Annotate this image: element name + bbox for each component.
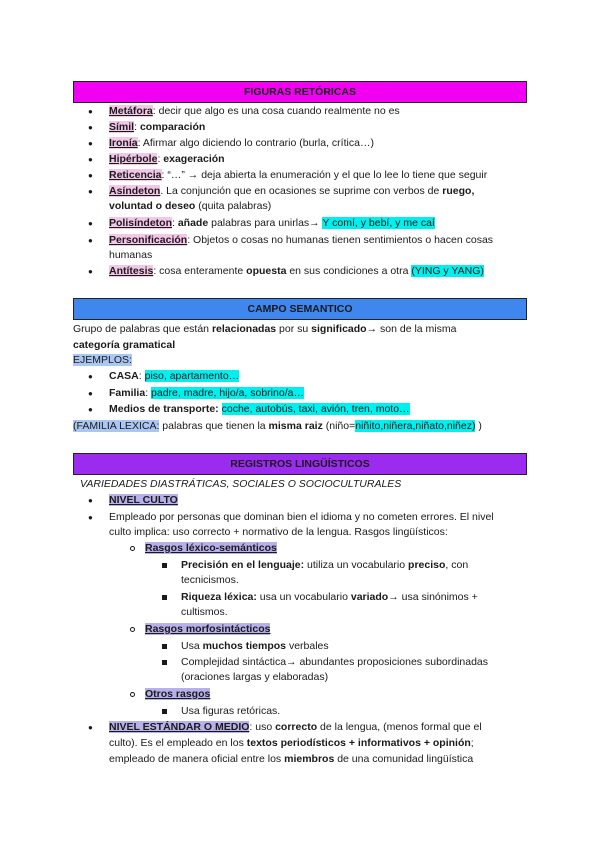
sub-item: Precisión en el lenguaje: utiliza un vocabulario preciso, con <box>181 559 469 571</box>
paragraph-continuation: culto implica: uso correcto + normativo de la lengua. Rasgos lingüísticos: <box>109 526 448 538</box>
bullet: ● <box>88 372 93 381</box>
bullet: ● <box>88 171 93 180</box>
list-item: Metáfora: decir que algo es una cosa cuando realmente no es <box>109 105 400 117</box>
square-bullet <box>162 660 167 665</box>
sub-item: Usa muchos tiempos verbales <box>181 640 329 652</box>
sub-item: Usa figuras retóricas. <box>181 705 281 717</box>
list-item: Ironía: Afirmar algo diciendo lo contrario (burla, crítica…) <box>109 137 374 149</box>
bullet: ● <box>88 513 93 522</box>
bullet: ● <box>88 236 93 245</box>
sub-item-continuation: (oraciones largas y elaboradas) <box>181 671 329 683</box>
bullet: ● <box>88 723 93 732</box>
paragraph: Grupo de palabras que están relacionadas por su significado→ son de la misma <box>73 323 457 335</box>
nivel-culto-heading: NIVEL CULTO <box>109 494 178 506</box>
paragraph-continuation: empleado de manera oficial entre los miembros de una comunidad lingüística <box>109 753 474 765</box>
bullet: ● <box>88 219 93 228</box>
paragraph: Empleado por personas que dominan bien el idioma y no cometen errores. El nivel <box>109 511 494 523</box>
familia-lexica-note: (FAMILIA LEXICA: palabras que tienen la misma raiz (niño=niñito,niñera,niñato,niñez) ) <box>73 420 482 432</box>
bullet: ● <box>88 187 93 196</box>
circle-bullet <box>130 627 135 632</box>
circle-bullet <box>130 692 135 697</box>
bullet: ● <box>88 267 93 276</box>
bullet: ● <box>88 389 93 398</box>
bullet: ● <box>88 405 93 414</box>
section-header-campo: CAMPO SEMANTICO <box>73 298 527 320</box>
sub-item-continuation: cultismos. <box>181 606 228 618</box>
rasgo-heading: Rasgos morfosintácticos <box>145 623 271 635</box>
bullet: ● <box>88 496 93 505</box>
list-item-continuation: humanas <box>109 249 153 261</box>
section-header-figuras: FIGURAS RETÓRICAS <box>73 81 527 103</box>
nivel-estandar-item: NIVEL ESTÁNDAR O MEDIO: uso correcto de la lengua, (menos formal que el <box>109 721 482 733</box>
list-item: Personificación: Objetos o cosas no humanas tienen sentimientos o hacen cosas <box>109 234 494 246</box>
square-bullet <box>162 563 167 568</box>
square-bullet <box>162 709 167 714</box>
square-bullet <box>162 644 167 649</box>
sub-item: Riqueza léxica: usa un vocabulario variado→ usa sinónimos + <box>181 591 478 603</box>
list-item: Hipérbole: exageración <box>109 153 225 165</box>
bullet: ● <box>88 155 93 164</box>
list-item: Antítesis: cosa enteramente opuesta en sus condiciones a otra (YING y YANG) <box>109 265 484 277</box>
ejemplos-label: EJEMPLOS: <box>73 354 132 366</box>
example-item: Medios de transporte: coche, autobús, taxi, avión, tren, moto… <box>109 403 410 415</box>
sub-item-continuation: tecnicismos. <box>181 574 239 586</box>
list-item-continuation: voluntad o deseo (quita palabras) <box>109 200 272 212</box>
bullet: ● <box>88 139 93 148</box>
list-item: Reticencia: “…” → deja abierta la enumeración y el que lo lee lo tiene que seguir <box>109 169 488 181</box>
list-item: Polisíndeton: añade palabras para unirlas→ Y comí, y bebí, y me caí <box>109 217 435 229</box>
circle-bullet <box>130 546 135 551</box>
square-bullet <box>162 595 167 600</box>
paragraph-continuation: culto). Es el empleado en los textos periodísticos + informativos + opinión; <box>109 737 474 749</box>
example-item: CASA: piso, apartamento… <box>109 370 240 382</box>
list-item: Símil: comparación <box>109 121 206 133</box>
section-header-registros: REGISTROS LINGÜÍSTICOS <box>73 453 527 475</box>
sub-item: Complejidad sintáctica→ abundantes proposiciones subordinadas <box>181 656 489 668</box>
rasgo-heading: Otros rasgos <box>145 688 211 700</box>
bullet: ● <box>88 123 93 132</box>
rasgo-heading: Rasgos léxico-semánticos <box>145 542 277 554</box>
list-item: Asíndeton. La conjunción que en ocasiones se suprime con verbos de ruego, <box>109 185 475 197</box>
section-subtitle: VARIEDADES DIASTRÁTICAS, SOCIALES O SOCIOCULTURALES <box>80 478 402 490</box>
bullet: ● <box>88 107 93 116</box>
example-item: Familia: padre, madre, hijo/a, sobrino/a… <box>109 387 304 399</box>
paragraph-continuation: categoría gramatical <box>73 339 176 351</box>
